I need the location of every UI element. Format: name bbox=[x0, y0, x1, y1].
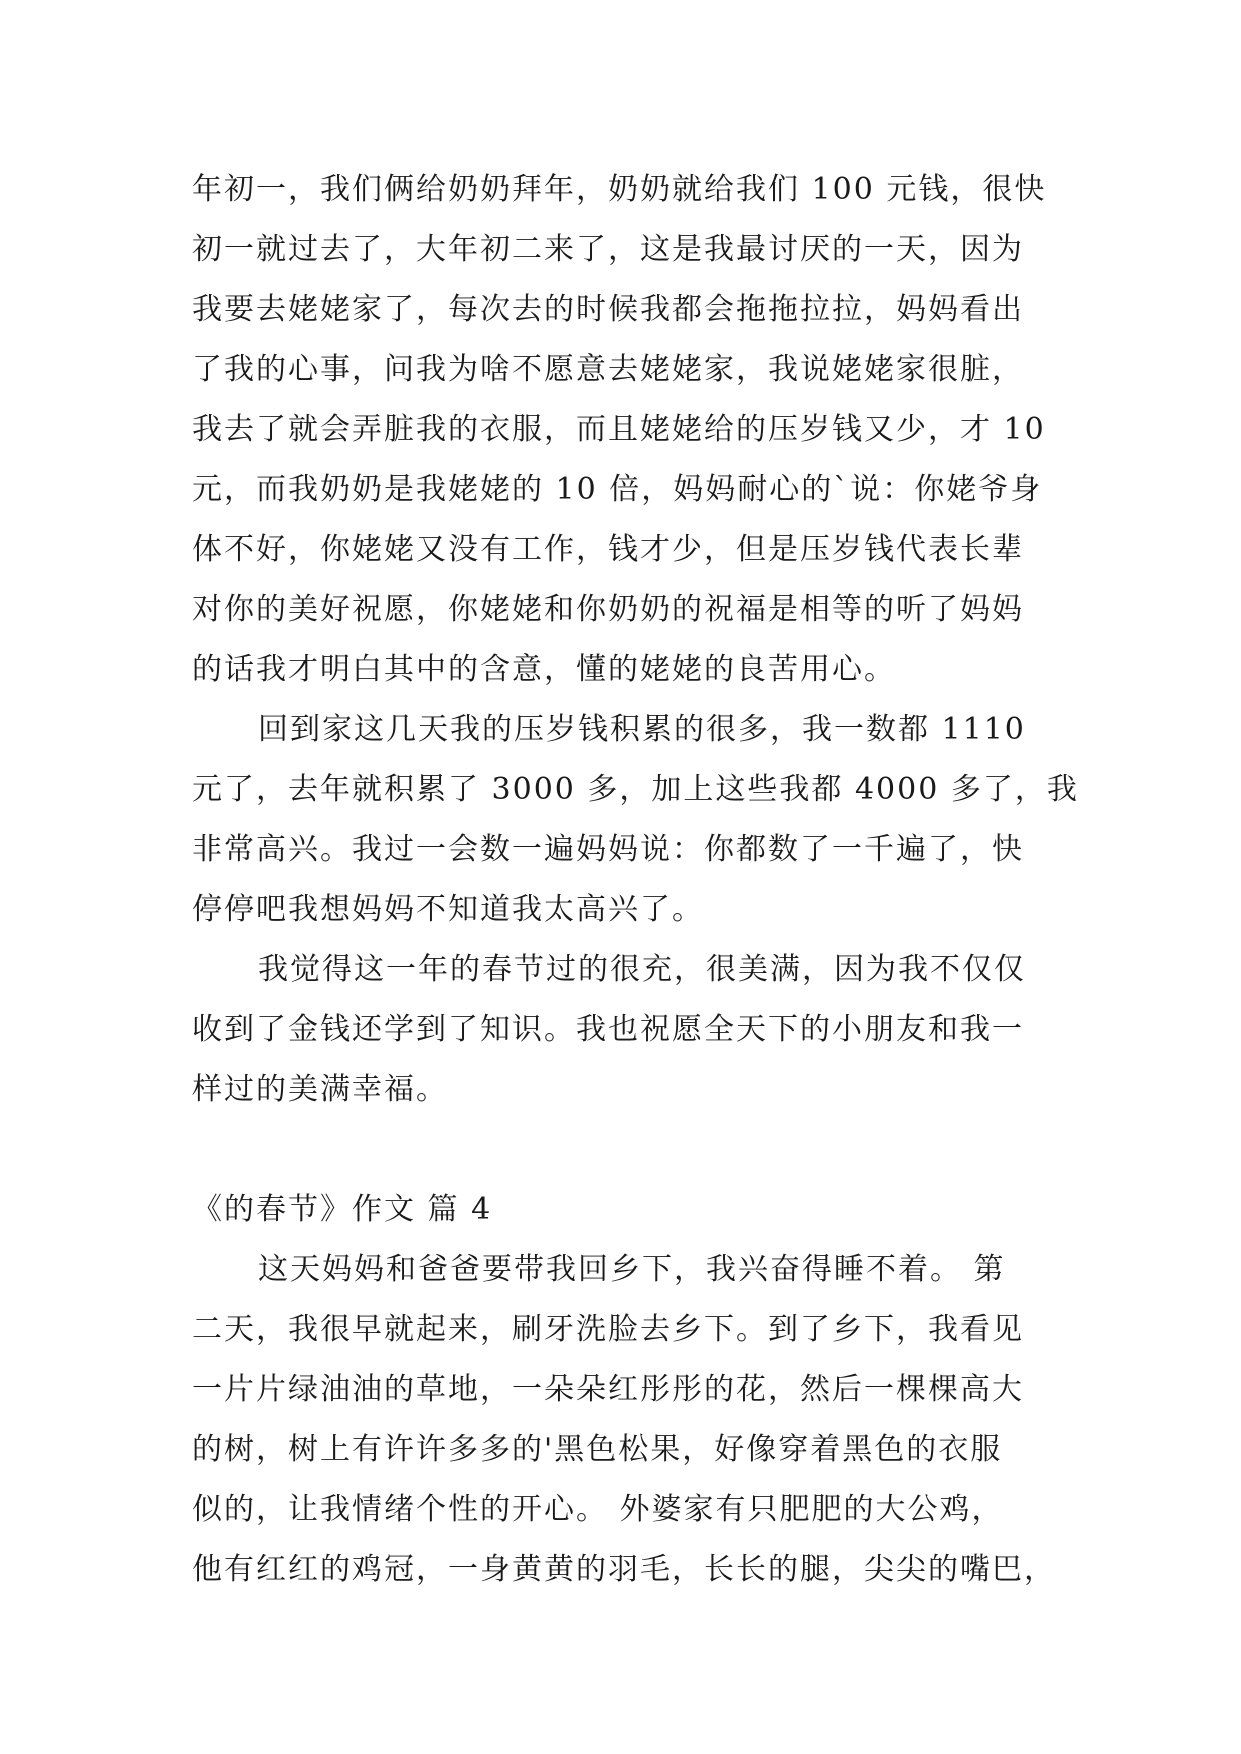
section-gap bbox=[192, 1120, 1062, 1180]
text-line: 我要去姥姥家了，每次去的时候我都会拖拖拉拉，妈妈看出 bbox=[192, 292, 1024, 327]
text-line: 对你的美好祝愿，你姥姥和你奶奶的祝福是相等的听了妈妈 bbox=[192, 592, 1024, 627]
paragraph-new-year-money bbox=[192, 160, 1062, 700]
text-line: 他有红红的鸡冠，一身黄黄的羽毛，长长的腿，尖尖的嘴巴， bbox=[192, 1552, 1056, 1587]
text-line: 我觉得这一年的春节过的很充，很美满，因为我不仅仅 bbox=[258, 952, 1026, 987]
text-line: 元了，去年就积累了 3000 多，加上这些我都 4000 多了，我 bbox=[192, 772, 1079, 807]
text-line: 年初一，我们俩给奶奶拜年，奶奶就给我们 100 元钱，很快 bbox=[192, 172, 1047, 207]
text-line: 的话我才明白其中的含意，懂的姥姥的良苦用心。 bbox=[192, 652, 896, 687]
text-line: 非常高兴。我过一会数一遍妈妈说：你都数了一千遍了，快 bbox=[192, 832, 1024, 867]
text-line: 收到了金钱还学到了知识。我也祝愿全天下的小朋友和我一 bbox=[192, 1012, 1024, 1047]
text-line: 元，而我奶奶是我姥姥的 10 倍，妈妈耐心的`说：你姥爷身 bbox=[192, 472, 1043, 507]
text-line: 一片片绿油油的草地，一朵朵红彤彤的花，然后一棵棵高大 bbox=[192, 1372, 1024, 1407]
paragraph-savings bbox=[192, 700, 1079, 940]
text-line: 二天，我很早就起来，刷牙洗脸去乡下。到了乡下，我看见 bbox=[192, 1312, 1024, 1347]
text-line: 这天妈妈和爸爸要带我回乡下，我兴奋得睡不着。 第 bbox=[258, 1252, 1006, 1287]
text-line: 似的，让我情绪个性的开心。 外婆家有只肥肥的大公鸡， bbox=[192, 1492, 1004, 1527]
text-line: 样过的美满幸福。 bbox=[192, 1072, 448, 1107]
paragraph-countryside bbox=[192, 1240, 1062, 1600]
text-line: 初一就过去了，大年初二来了，这是我最讨厌的一天，因为 bbox=[192, 232, 1024, 267]
text-line: 我去了就会弄脏我的衣服，而且姥姥给的压岁钱又少，才 10 bbox=[192, 412, 1046, 447]
essay-heading: 《的春节》作文 篇 4 bbox=[192, 1192, 493, 1227]
text-line: 的树，树上有许许多多的'黑色松果，好像穿着黑色的衣服 bbox=[192, 1432, 1003, 1467]
text-line: 体不好，你姥姥又没有工作，钱才少，但是压岁钱代表长辈 bbox=[192, 532, 1024, 567]
paragraph-conclusion bbox=[192, 940, 1062, 1120]
text-line: 了我的心事，问我为啥不愿意去姥姥家，我说姥姥家很脏， bbox=[192, 352, 1024, 387]
text-line: 停停吧我想妈妈不知道我太高兴了。 bbox=[192, 892, 704, 927]
text-line: 回到家这几天我的压岁钱积累的很多，我一数都 1110 bbox=[258, 712, 1026, 747]
essay-text bbox=[192, 160, 1079, 1600]
